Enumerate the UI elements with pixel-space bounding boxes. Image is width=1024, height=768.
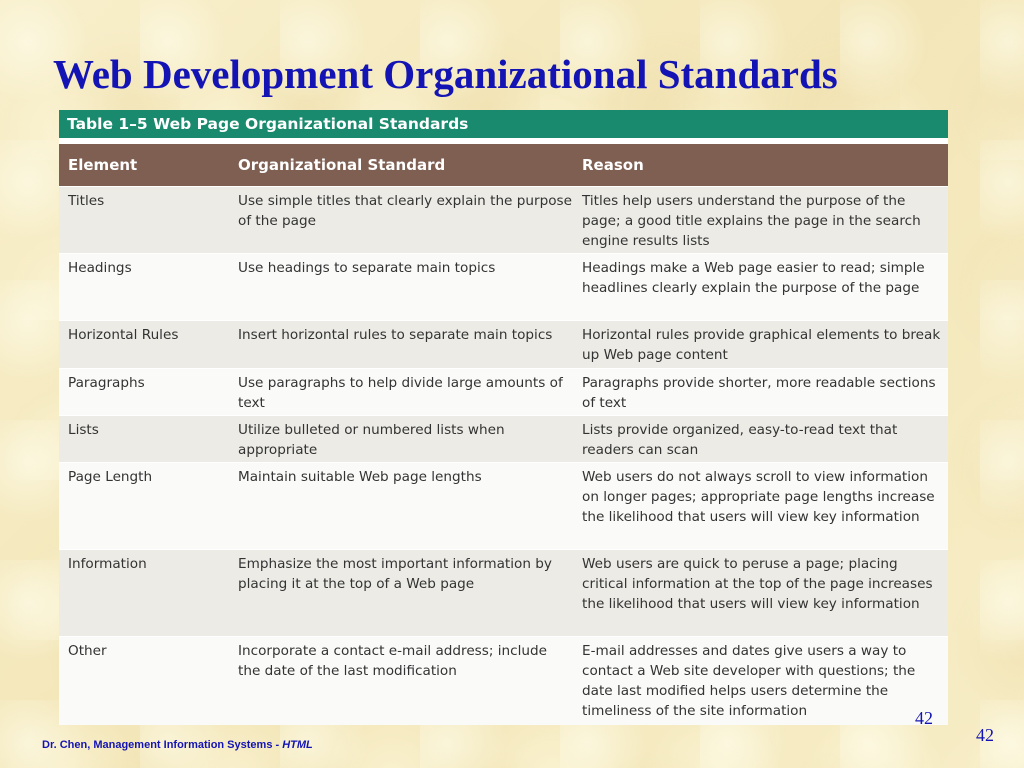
table-header-row (59, 144, 948, 186)
cell-reason: Headings make a Web page easier to read; simple headlines clearly explain the purpose of the page (582, 260, 925, 296)
slide-title: Web Development Organizational Standards (53, 51, 838, 97)
table-row (59, 415, 948, 462)
cell-reason: Paragraphs provide shorter, more readable sections of text (582, 375, 936, 411)
footer-emphasis: HTML (282, 739, 313, 751)
slide-page-number: 42 (976, 725, 994, 745)
cell-reason: Horizontal rules provide graphical elements to break up Web page content (582, 327, 941, 363)
table-row (59, 368, 948, 415)
table-row (59, 186, 948, 253)
cell-element: Other (68, 643, 107, 659)
cell-standard: Insert horizontal rules to separate main topics (238, 327, 553, 343)
cell-element: Titles (68, 193, 105, 209)
cell-element: Information (68, 556, 147, 572)
cell-reason: Lists provide organized, easy-to-read text that readers can scan (582, 422, 898, 458)
cell-element: Horizontal Rules (68, 327, 179, 343)
cell-reason: Web users are quick to peruse a page; placing critical information at the top of the page increases the likelihood that users will view key information (582, 556, 933, 612)
cell-element: Page Length (68, 469, 153, 485)
table-row (59, 320, 948, 368)
cell-reason: Titles help users understand the purpose of the page; a good title explains the page in the search engine results lists (582, 193, 921, 249)
figure-page-number: 42 (915, 708, 933, 728)
header-element: Element (68, 156, 138, 174)
cell-standard: Maintain suitable Web page lengths (238, 469, 482, 485)
cell-reason: E-mail addresses and dates give users a way to contact a Web site developer with questions; the date last modified helps users determine the timeliness of the site information (582, 643, 916, 719)
header-reason: Reason (582, 156, 644, 174)
cell-element: Lists (68, 422, 99, 438)
footer-credit (42, 739, 313, 751)
cell-standard: Emphasize the most important information by placing it at the top of a Web page (238, 556, 552, 592)
table-row (59, 549, 948, 636)
cell-reason: Web users do not always scroll to view information on longer pages; appropriate page lengths increase the likelihood that users will view key information (582, 469, 935, 525)
header-organizational-standard: Organizational Standard (238, 156, 446, 174)
table-row (59, 253, 948, 320)
cell-element: Paragraphs (68, 375, 145, 391)
footer-text: Dr. Chen, Management Information Systems - (42, 739, 283, 751)
standards-table (59, 110, 948, 725)
table-caption: Table 1–5 Web Page Organizational Standards (59, 110, 948, 138)
table-row (59, 636, 948, 725)
cell-standard: Use simple titles that clearly explain the purpose of the page (238, 193, 572, 229)
cell-element: Headings (68, 260, 132, 276)
cell-standard: Use paragraphs to help divide large amounts of text (238, 375, 563, 411)
cell-standard: Utilize bulleted or numbered lists when appropriate (238, 422, 505, 458)
cell-standard: Incorporate a contact e-mail address; include the date of the last modification (238, 643, 547, 679)
table-row (59, 462, 948, 549)
cell-standard: Use headings to separate main topics (238, 260, 496, 276)
